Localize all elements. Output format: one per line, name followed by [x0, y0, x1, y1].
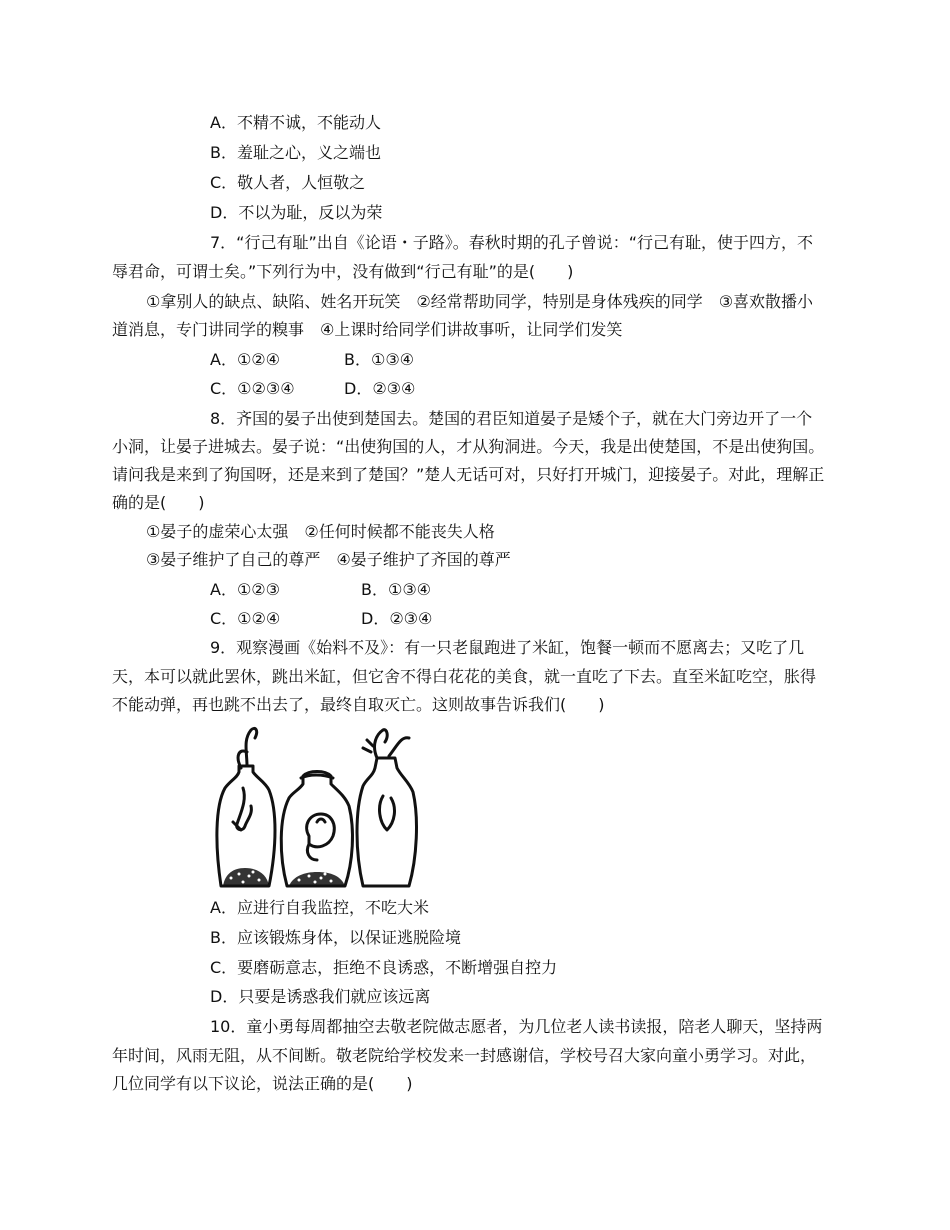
q7-option-c: C．①②③④ — [210, 379, 295, 398]
q8-option-b: B．①③④ — [361, 580, 432, 599]
q8-option-d: D．②③④ — [361, 609, 433, 628]
q6-option-b: B．羞耻之心，义之端也 — [210, 143, 381, 162]
q7-statements-line-2: 道消息，专门讲同学的糗事 ④上课时给同学们讲故事听，让同学们发笑 — [112, 320, 623, 339]
q7-statements-line-1: ①拿别人的缺点、缺陷、姓名开玩笑 ②经常帮助同学，特别是身体残疾的同学 ③喜欢散播小 — [146, 292, 814, 311]
q8-option-a: A．①②③ — [210, 580, 280, 599]
q7-stem-line-1: 7．“行己有耻”出自《论语・子路》。春秋时期的孔子曾说：“行己有耻，使于四方，不 — [210, 233, 814, 252]
q7-stem-line-2: 辱君命，可谓士矣。”下列行为中，没有做到“行己有耻”的是( ) — [112, 262, 574, 281]
q8-stem-line-4: 确的是( ) — [112, 493, 205, 512]
q10-stem-line-1: 10．童小勇每周都抽空去敬老院做志愿者，为几位老人读书读报，陪老人聊天，坚持两 — [210, 1017, 823, 1036]
q6-option-c: C．敬人者，人恒敬之 — [210, 173, 366, 192]
q9-option-b: B．应该锻炼身体，以保证逃脱险境 — [210, 928, 461, 947]
q9-stem-line-1: 9．观察漫画《始料不及》：有一只老鼠跑进了米缸，饱餐一顿而不愿离去；又吃了几 — [210, 638, 805, 657]
q9-stem-line-2: 天，本可以就此罢休，跳出米缸，但它舍不得白花花的美食，就一直吃了下去。直至米缸吃空，胀得 — [112, 667, 817, 686]
q10-stem-line-3: 几位同学有以下议论，说法正确的是( ) — [112, 1074, 413, 1093]
q9-stem-line-3: 不能动弹，再也跳不出去了，最终自取灭亡。这则故事告诉我们( ) — [112, 695, 605, 714]
q9-option-c: C．要磨砺意志，拒绝不良诱惑，不断增强自控力 — [210, 958, 558, 977]
q9-option-d: D．只要是诱惑我们就应该远离 — [210, 987, 431, 1006]
q8-stem-line-3: 请问我是来到了狗国呀，还是来到了楚国？”楚人无话可对，只好打开城门，迎接晏子。对此，理解正 — [112, 465, 825, 484]
q9-option-a: A．应进行自我监控，不吃大米 — [210, 898, 429, 917]
q8-stem-line-1: 8．齐国的晏子出使到楚国去。楚国的君臣知道晏子是矮个子，就在大门旁边开了一个 — [210, 409, 813, 428]
q6-option-a: A．不精不诚，不能动人 — [210, 113, 381, 132]
q8-statements-line-2: ③晏子维护了自己的尊严 ④晏子维护了齐国的尊严 — [146, 550, 511, 569]
q6-option-d: D．不以为耻，反以为荣 — [210, 203, 383, 222]
q7-option-d: D．②③④ — [344, 379, 416, 398]
q8-statements-line-1: ①晏子的虚荣心太强 ②任何时候都不能丧失人格 — [146, 522, 495, 541]
q8-stem-line-2: 小洞，让晏子进城去。晏子说：“出使狗国的人，才从狗洞进。今天，我是出使楚国，不是出使狗国。 — [112, 437, 825, 456]
q7-option-b: B．①③④ — [344, 350, 415, 369]
q8-option-c: C．①②④ — [210, 609, 281, 628]
cartoon-rice-jar-mouse-image — [213, 726, 421, 890]
q7-option-a: A．①②④ — [210, 350, 280, 369]
q10-stem-line-2: 年时间，风雨无阻，从不间断。敬老院给学校发来一封感谢信，学校号召大家向童小勇学习。对此， — [112, 1046, 817, 1065]
